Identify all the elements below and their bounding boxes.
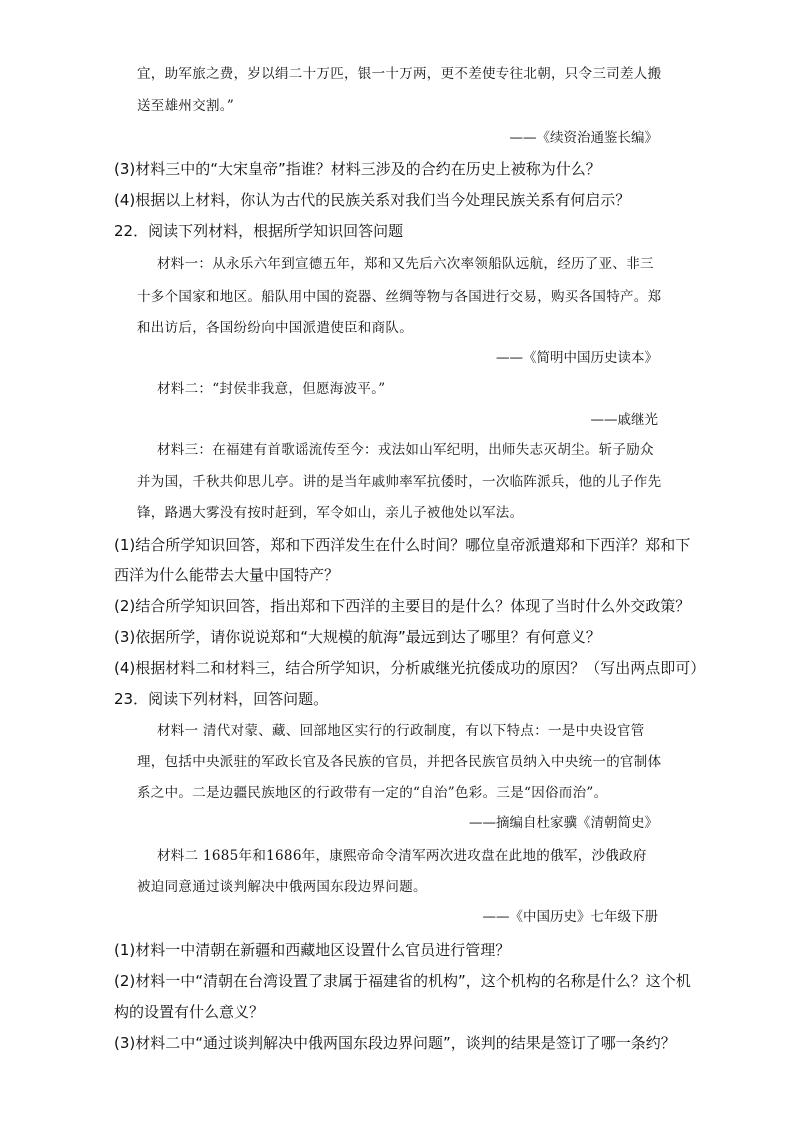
q23-material-1-line: 材料一 清代对蒙、藏、回部地区实行的行政制度，有以下特点：一是中央设官管 [157,723,645,739]
q22-material-1-line: 材料一：从永乐六年到宣德五年，郑和又先后六次率领船队远航，经历了亚、非三 [157,256,654,272]
q22-material-3-line: 锋，路遇大雾没有按时赶到，军令如山，亲儿子被他处以军法。 [137,505,524,521]
q23-question-3: (3)材料二中“通过谈判解决中俄两国东段边界问题”，谈判的结果是签订了哪一条约？ [114,1034,676,1052]
q23-material-1-line: 理，包括中央派驻的军政长官及各民族的官员，并把各民族官员纳入中央统一的官制体 [137,754,662,770]
q21-source: ——《续资治通鉴长编》 [509,130,658,146]
q22-heading: 22．阅读下列材料，根据所学知识回答问题 [114,222,404,240]
q22-material-1-source: ——《简明中国历史读本》 [496,350,658,366]
q21-material-line: 送至雄州交割。” [137,98,235,114]
q22-material-2: 材料二：“封侯非我意，但愿海波平。” [157,381,386,397]
q22-material-3-line: 材料三：在福建有首歌谣流传至今：戎法如山军纪明，出师失志灭胡尘。斩子励众 [157,442,654,458]
q23-question-2-cont: 构的设置有什么意义？ [114,1003,265,1021]
q23-material-1-source: ——摘编自杜家骥《清朝简史》 [469,815,658,831]
q23-material-2-line: 被迫同意通过谈判解决中俄两国东段边界问题。 [137,879,427,895]
q21-question-3: (3)材料三中的“大宋皇帝”指谁？材料三涉及的合约在历史上被称为什么？ [114,160,601,178]
q22-question-2: (2)结合所学知识回答，指出郑和下西洋的主要目的是什么？体现了当时什么外交政策？ [114,597,691,615]
q22-question-4: (4)根据材料二和材料三，结合所学知识，分析戚继光抗倭成功的原因？（写出两点即可） [114,659,706,677]
q21-material-line: 宜，助军旅之费，岁以绢二十万匹，银一十万两，更不差使专往北朝，只令三司差人搬 [137,66,662,82]
q23-material-2-source: ——《中国历史》七年级下册 [482,909,658,925]
q23-material-1-line: 系之中。二是边疆民族地区的行政带有一定的“自治”色彩。三是“因俗而治”。 [137,785,608,801]
q23-question-1: (1)材料一中清朝在新疆和西藏地区设置什么官员进行管理？ [114,941,511,959]
q22-material-2-source: ——戚继光 [590,412,658,428]
q23-material-2-line: 材料二 1685年和1686年，康熙帝命令清军两次进攻盘在此地的俄军，沙俄政府 [157,848,647,864]
q22-material-1-line: 十多个国家和地区。船队用中国的瓷器、丝绸等物与各国进行交易，购买各国特产。郑 [137,289,662,305]
q22-material-3-line: 并为国，千秋共仰思儿亭。讲的是当年戚帅率军抗倭时，一次临阵派兵，他的儿子作先 [137,474,662,490]
q22-question-1-cont: 西洋为什么能带去大量中国特产？ [114,566,340,584]
q23-heading: 23．阅读下列材料，回答问题。 [114,690,329,708]
q23-question-2: (2)材料一中“清朝在台湾设置了隶属于福建省的机构”，这个机构的名称是什么？这个机 [114,972,691,990]
q22-question-3: (3)依据所学，请你说说郑和“大规模的航海”最远到达了哪里？有何意义？ [114,628,601,646]
q22-question-1: (1)结合所学知识回答，郑和下西洋发生在什么时间？哪位皇帝派遣郑和下西洋？郑和下 [114,536,691,554]
q22-material-1-line: 和出访后，各国纷纷向中国派遣使臣和商队。 [137,320,413,336]
q21-question-4: (4)根据以上材料，你认为古代的民族关系对我们当今处理民族关系有何启示？ [114,191,631,209]
